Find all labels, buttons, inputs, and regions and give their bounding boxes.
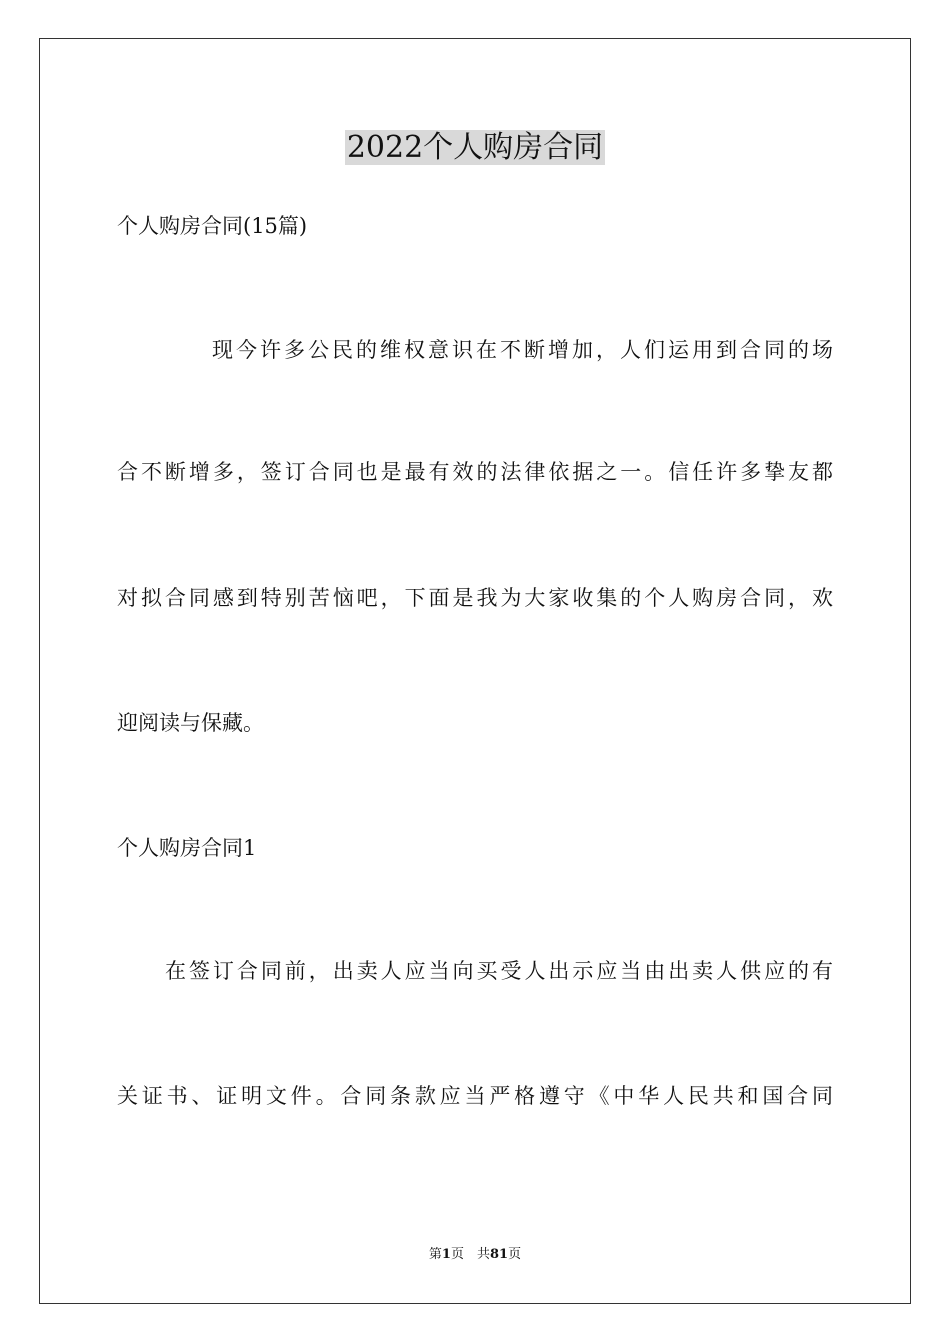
footer-total-pages: 81 (489, 1247, 509, 1262)
intro-line-1: 现今许多公民的维权意识在不断增加，人们运用到合同的场 (212, 338, 833, 362)
section-heading: 个人购房合同1 (117, 836, 257, 860)
footer-prefix: 第 (428, 1247, 442, 1262)
footer-current-page: 1 (441, 1247, 451, 1262)
footer-mid: 页 共 (450, 1247, 490, 1262)
page-footer (0, 1246, 950, 1264)
document-title (0, 126, 950, 170)
document-title-text: 2022个人购房合同 (346, 130, 604, 165)
intro-line-3: 对拟合同感到特别苦恼吧，下面是我为大家收集的个人购房合同，欢 (117, 586, 833, 610)
intro-line-4: 迎阅读与保藏。 (117, 711, 264, 735)
section-line-2: 关证书、证明文件。合同条款应当严格遵守《中华人民共和国合同 (117, 1084, 833, 1108)
document-subtitle: 个人购房合同(15篇) (117, 214, 308, 238)
intro-line-2: 合不断增多，签订合同也是最有效的法律依据之一。信任许多挚友都 (117, 460, 833, 484)
footer-suffix: 页 (508, 1247, 522, 1262)
section-line-1: 在签订合同前，出卖人应当向买受人出示应当由出卖人供应的有 (165, 959, 833, 983)
